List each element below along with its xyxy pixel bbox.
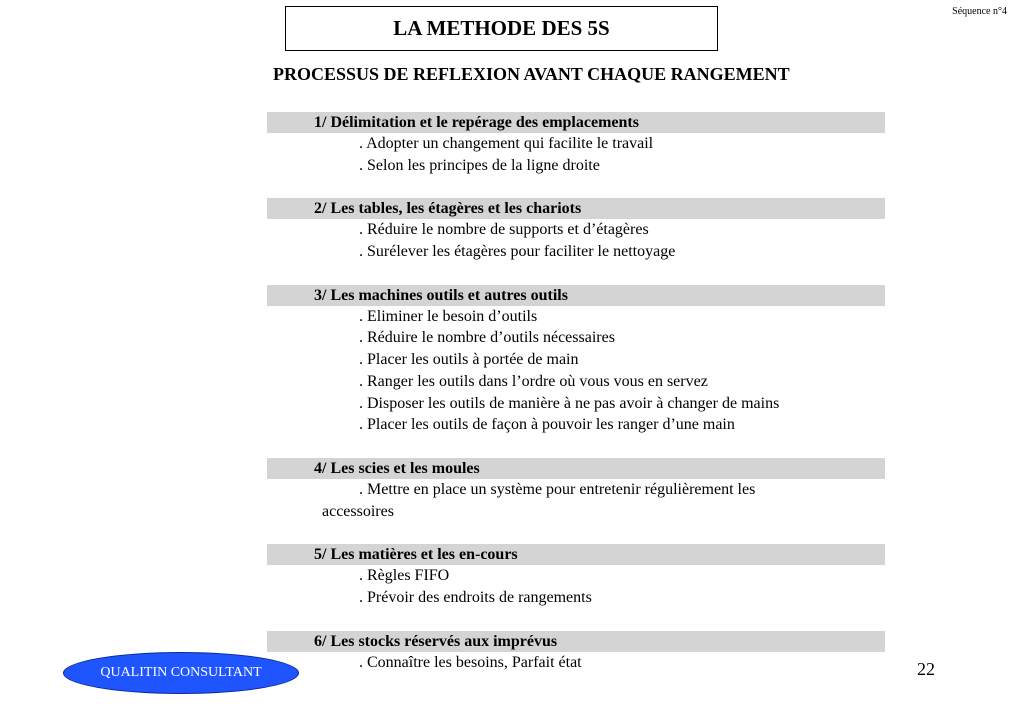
page-title: LA METHODE DES 5S [393,16,610,40]
page-subtitle: PROCESSUS DE REFLEXION AVANT CHAQUE RANGEMENT [273,64,790,84]
page-title-box [285,6,718,51]
list-item: . Placer les outils de façon à pouvoir les ranger d’une main [359,416,735,434]
sequence-label: Séquence n°4 [952,6,1007,17]
section-5 [267,544,885,608]
section-3 [267,285,885,436]
section-6 [267,631,885,674]
company-badge: QUALITIN CONSULTANT [63,652,299,694]
list-item: . Adopter un changement qui facilite le travail [359,135,654,152]
section-2 [267,198,885,262]
content-area [267,112,885,695]
section-1 [267,112,885,176]
list-item-line2: accessoires [322,502,394,520]
list-item: . Réduire le nombre de supports et d’étagères [359,221,649,239]
list-item: . Eliminer le besoin d’outils [359,307,538,325]
section-4 [267,458,885,522]
section-heading: 3/ Les machines outils et autres outils [267,285,885,306]
list-item: . Surélever les étagères pour faciliter le nettoyage [359,243,676,261]
section-heading: 4/ Les scies et les moules [267,458,885,479]
list-item: . Ranger les outils dans l’ordre où vous vous en servez [359,372,708,390]
list-item: . Placer les outils à portée de main [359,351,579,369]
section-heading: 2/ Les tables, les étagères et les chariots [267,198,885,219]
section-heading: 1/ Délimitation et le repérage des emplacements [267,112,885,133]
list-item: . Réduire le nombre d’outils nécessaires [359,329,615,347]
list-item: . Connaître les besoins, Parfait état [359,653,582,671]
page-number: 22 [917,659,935,679]
list-item: . Disposer les outils de manière à ne pas avoir à changer de mains [359,394,780,412]
list-item: . Règles FIFO [359,567,450,585]
list-item-line1: . Mettre en place un système pour entretenir régulièrement les [359,480,756,498]
section-heading: 6/ Les stocks réservés aux imprévus [267,631,885,652]
list-item: . Selon les principes de la ligne droite [359,156,600,174]
list-item: . Prévoir des endroits de rangements [359,588,592,606]
list-item [267,479,885,522]
section-heading: 5/ Les matières et les en-cours [267,544,885,565]
